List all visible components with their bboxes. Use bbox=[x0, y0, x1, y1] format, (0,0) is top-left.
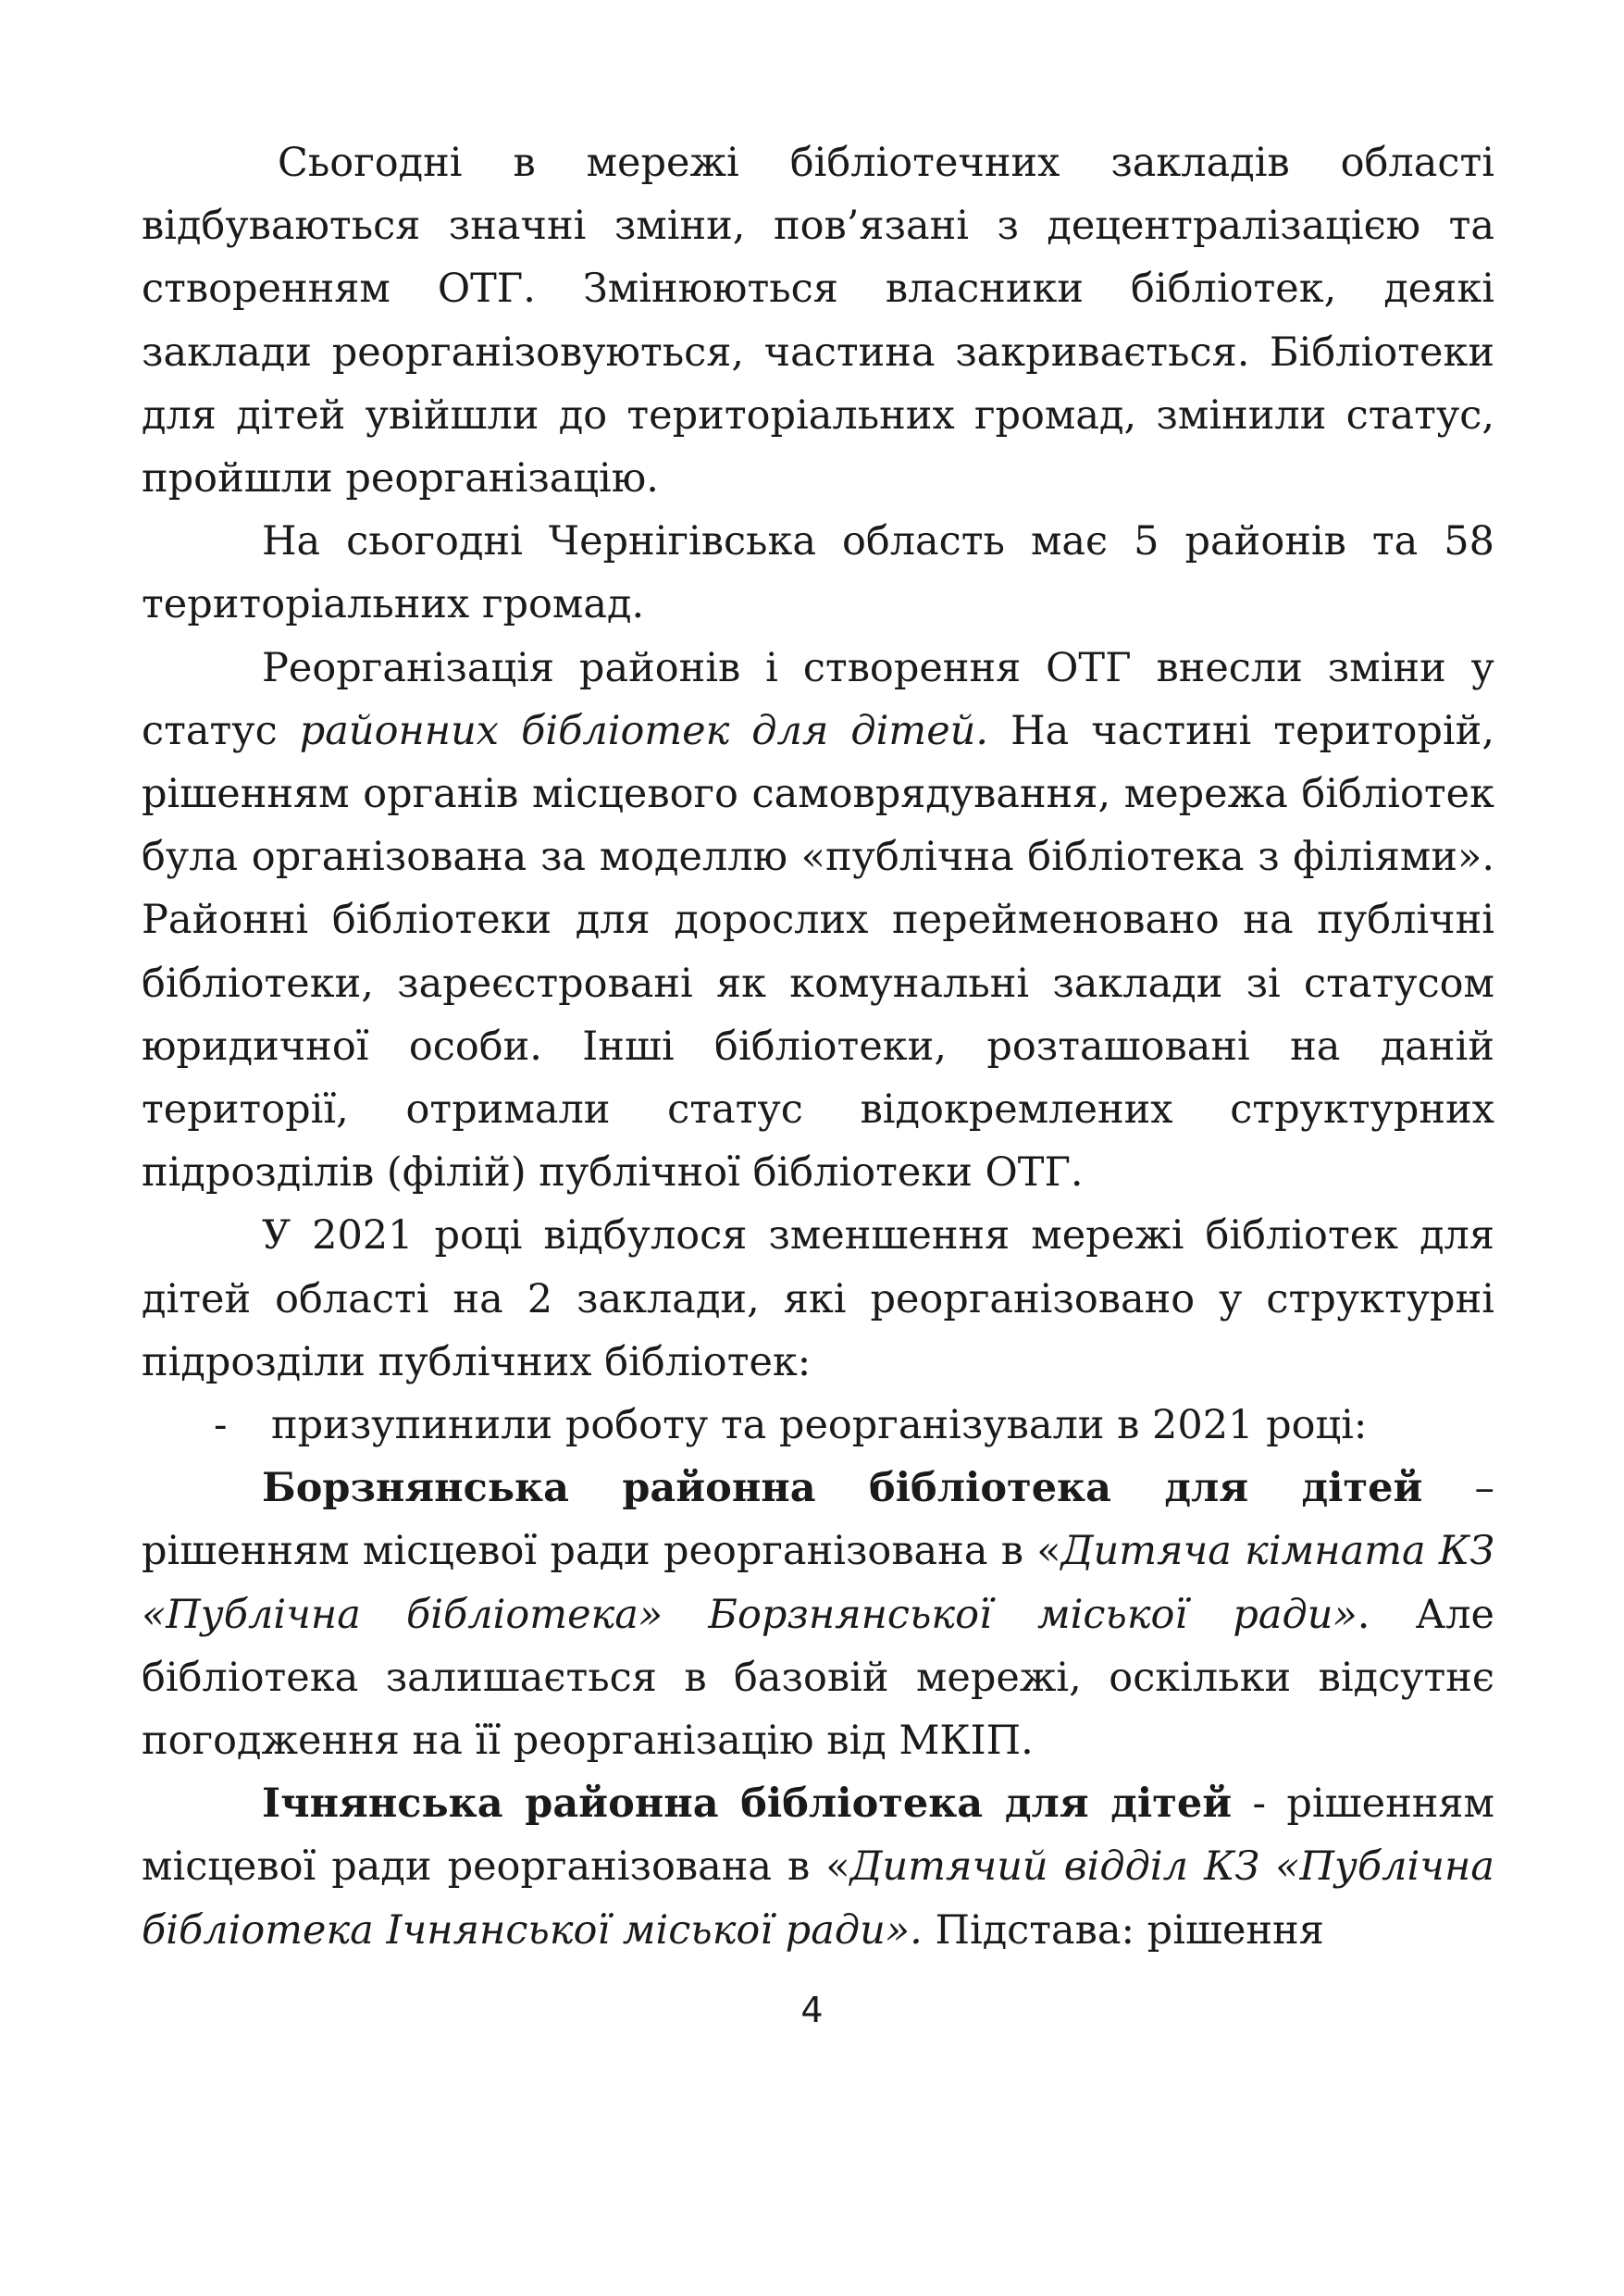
paragraph-italic-text: Дитячий відділ КЗ «Публічна бібліотека Ічнянської міської ради». bbox=[142, 1843, 1494, 1954]
paragraph-network-reduction bbox=[142, 1204, 1494, 1394]
paragraph-text: - рішенням місцевої ради реорганізована в « bbox=[142, 1781, 1494, 1891]
paragraph-text: У 2021 році відбулося зменшення мережі бібліотек для дітей області на 2 заклади, які реорганізовано у структурні підрозділи публічних бібліотек: bbox=[142, 1212, 1494, 1385]
paragraph-text: Сьогодні в мережі бібліотечних закладів області відбуваються значні зміни, пов’язані з децентралізацією та створенням ОТГ. Змінюються власники бібліотек, деякі заклади реорганізовуються, частина закривається. Бібліотеки для дітей увійшли до територіальних громад, змінили статус, пройшли реорганізацію. bbox=[142, 140, 1494, 503]
bullet-dash: - bbox=[214, 1402, 228, 1449]
paragraph-text: На частині територій, рішенням органів місцевого самоврядування, мережа бібліотек була організована за моделлю «публічна бібліотека з філіями». Районні бібліотеки для дорослих перейменовано на публічні бібліотеки, зареєстровані як комунальні заклади зі статусом юридичної особи. Інші бібліотеки, розташовані на даній території, отримали статус відокремлених структурних підрозділів (філій) публічної бібліотеки ОТГ. bbox=[142, 707, 1494, 1197]
paragraph-decentralization bbox=[142, 131, 1494, 510]
paragraph-region-districts bbox=[142, 510, 1494, 636]
paragraph-ichnia-library bbox=[142, 1772, 1494, 1962]
page-body bbox=[142, 131, 1494, 1962]
paragraph-borzna-library bbox=[142, 1457, 1494, 1772]
bullet-text: призупинили роботу та реорганізували в 2021 році: bbox=[271, 1402, 1368, 1449]
paragraph-italic-text: Дитяча кімната КЗ «Публічна бібліотека» Борзнянської міської ради» bbox=[142, 1528, 1494, 1638]
library-name: Борзнянська районна бібліотека для дітей bbox=[262, 1465, 1423, 1512]
paragraph-text: На сьогодні Чернігівська область має 5 районів та 58 територіальних громад. bbox=[142, 518, 1494, 628]
bullet-item bbox=[142, 1394, 1494, 1457]
paragraph-italic-text: районних бібліотек для дітей. bbox=[299, 707, 989, 754]
library-name: Ічнянська районна бібліотека для дітей bbox=[262, 1781, 1233, 1828]
paragraph-text: . Але бібліотека залишається в базовій мережі, оскільки відсутнє погодження на її реорганізацію від МКІП. bbox=[142, 1591, 1494, 1765]
paragraph-reorganization-status bbox=[142, 637, 1494, 1205]
paragraph-text: Реорганізація районів і створення ОТГ внесли зміни у статус bbox=[142, 644, 1494, 754]
paragraph-text: – рішенням місцевої ради реорганізована в « bbox=[142, 1465, 1494, 1575]
paragraph-text: Підстава: рішення bbox=[922, 1906, 1324, 1954]
page-number: 4 bbox=[800, 1990, 824, 2030]
